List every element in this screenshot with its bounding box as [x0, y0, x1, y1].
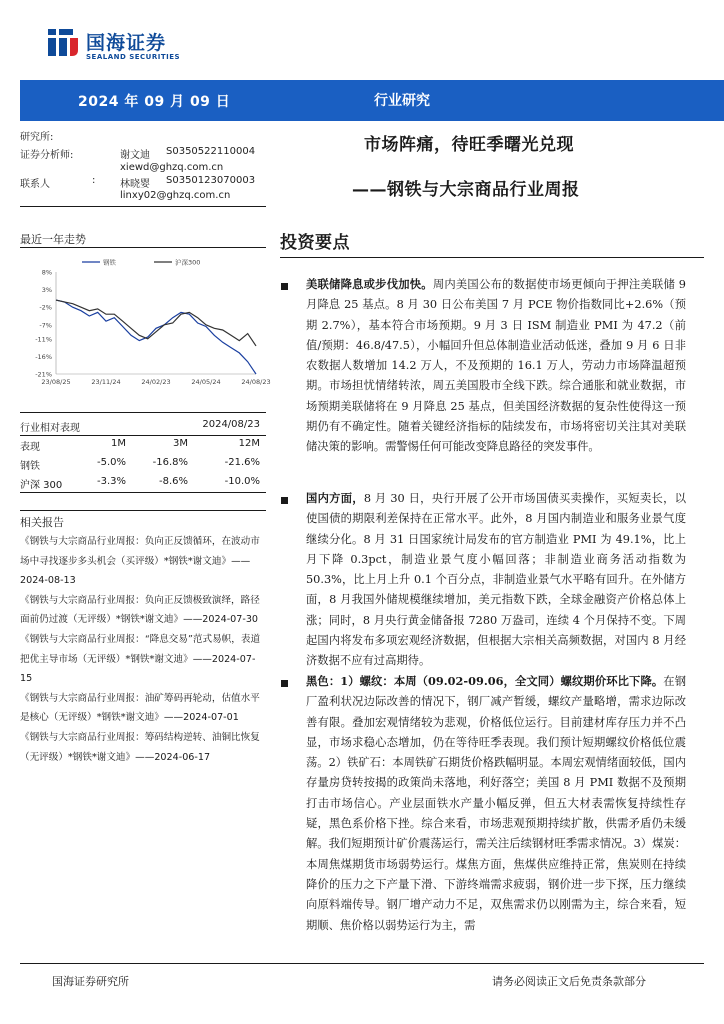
- paragraph-ferrous: [306, 671, 686, 941]
- table-row: [20, 473, 266, 492]
- y-tick-label: -21%: [35, 370, 52, 379]
- series-line-钢铁: [56, 300, 256, 374]
- perf-header-row: [20, 435, 266, 454]
- list-item[interactable]: [20, 728, 266, 767]
- analyst-cert: S0350522110004: [166, 146, 256, 157]
- header-banner: [20, 80, 724, 121]
- report-date-text: ——2024-06-17: [135, 751, 211, 763]
- divider: [20, 435, 266, 436]
- performance-table: [20, 416, 266, 492]
- perf-cell: -21.6%: [224, 457, 260, 468]
- report-date-text: ——2024-07-15: [20, 653, 256, 685]
- trend-heading: 最近一年走势: [20, 233, 86, 246]
- logo-chinese-name: 国海证券: [86, 32, 167, 54]
- investment-highlights-heading: 投资要点: [280, 233, 350, 253]
- bullet-icon: [281, 497, 288, 504]
- perf-col-header: 1M: [111, 438, 126, 449]
- report-link-text[interactable]: 《钢铁与大宗商品行业周报：“降息交易”范式易帜，表道把优主导市场（无评级）*钢铁*谢文迪》: [20, 633, 261, 665]
- legend-label: 钢铁: [103, 258, 116, 267]
- report-link-text[interactable]: 《钢铁与大宗商品行业周报：负向正反馈极致演绎，路径面前仍过渡（无评级）*钢铁*谢文迪》: [20, 594, 260, 626]
- bullet-icon: [281, 680, 288, 687]
- report-link-text[interactable]: 《钢铁与大宗商品行业周报：负向正反馈循环，在波动市场中寻找逐步多头机会（买评级）*钢铁*谢文迪》: [20, 536, 260, 567]
- analyst-name: 谢文迪: [120, 150, 150, 161]
- x-tick-label: 24/08/23: [241, 378, 271, 386]
- perf-title-row: [20, 416, 266, 435]
- contact-email[interactable]: linxy02@ghzq.com.cn: [120, 190, 231, 201]
- x-tick-label: 23/08/25: [41, 378, 71, 386]
- paragraph-lead: 美联储降息或步伐加快。: [306, 277, 433, 291]
- y-tick-label: 3%: [41, 286, 52, 295]
- perf-cell: 沪深 300: [20, 480, 63, 491]
- perf-date: 2024/08/23: [202, 419, 260, 430]
- perf-cell: -8.6%: [158, 476, 188, 487]
- related-reports-list: [20, 532, 266, 767]
- paragraph-body: 周内美国公布的数据使市场更倾向于押注美联储 9 月降息 25 基点。8 月 30 日公布美国 7 月 PCE 物价指数同比+2.6%（预期 2.7%），基本符合市场预期。9 月 3 日 ISM 制造业 PMI 为 47.2（前值/预期：46.8/47.5），小幅回升但总体制造业活动低迷，叠加 9 月 6 日非农数据人数增加 14.2 万人，不及预期的 16.1 万人，劳动力市场降温超预期。市场担忧情绪转浓，周五美国股市全线下跌。综合通胀和就业数据，市场预期美联储将在 9 月降息 25 基点，但美国经济数据的复杂性使得这一预期仍有不确定性。随着关键经济指标的陆续发布，市场将密切关注其对美联储决策的影响。需警惕任何可能改变降息路径的突发事件。: [306, 278, 686, 454]
- footer-divider: [20, 963, 704, 964]
- report-title: 市场阵痛，待旺季曙光兑现: [364, 135, 574, 155]
- x-tick-label: 24/05/24: [191, 378, 221, 386]
- perf-col-header: 3M: [173, 438, 188, 449]
- list-item[interactable]: [20, 532, 266, 591]
- y-tick-label: -11%: [35, 335, 52, 344]
- researcher-label: 研究所:: [20, 132, 54, 143]
- y-tick-label: 8%: [41, 268, 52, 277]
- perf-col-header: 12M: [238, 438, 260, 449]
- list-item[interactable]: [20, 630, 266, 689]
- footer-institute: 国海证券研究所: [52, 975, 129, 988]
- perf-cell: -10.0%: [224, 476, 260, 487]
- perf-cell: -5.0%: [96, 457, 126, 468]
- divider: [20, 510, 266, 511]
- paragraph-fed: [306, 274, 686, 458]
- logo-mark-icon: [46, 26, 82, 60]
- list-item[interactable]: [20, 591, 266, 630]
- perf-col-header: 表现: [20, 442, 40, 453]
- report-subtitle: ——钢铁与大宗商品行业周报: [352, 180, 580, 200]
- report-date-text: ——2024-08-13: [20, 555, 251, 587]
- bullet-icon: [281, 283, 288, 290]
- y-tick-label: -16%: [35, 352, 52, 361]
- table-row: [20, 454, 266, 473]
- report-link-text[interactable]: 《钢铁与大宗商品行业周报：筹码结构逆转、油铜比恢复（无评级）*钢铁*谢文迪》: [20, 731, 260, 763]
- contact-colon: :: [92, 175, 96, 186]
- paragraph-lead: 黑色：1）螺纹：本周（09.02-09.06，全文同）螺纹期价环比下降。: [306, 674, 664, 688]
- divider: [20, 412, 266, 413]
- y-tick-label: -7%: [39, 321, 52, 330]
- contact-label: 联系人: [20, 179, 50, 190]
- footer-disclaimer[interactable]: 请务必阅读正文后免责条款部分: [492, 975, 646, 988]
- divider: [20, 492, 266, 493]
- analyst-email[interactable]: xiewd@ghzq.com.cn: [120, 162, 224, 173]
- x-tick-label: 23/11/24: [91, 378, 121, 386]
- y-tick-label: -2%: [39, 303, 52, 312]
- perf-cell: -3.3%: [96, 476, 126, 487]
- report-date-text: ——2024-07-01: [163, 712, 239, 724]
- perf-cell: 钢铁: [20, 461, 40, 472]
- perf-heading: 行业相对表现: [20, 423, 80, 434]
- divider: [20, 206, 266, 207]
- series-line-沪深300: [56, 300, 256, 346]
- x-tick-label: 24/02/23: [141, 378, 171, 386]
- company-logo: [46, 24, 196, 68]
- paragraph-lead: 国内方面，: [306, 491, 364, 505]
- contact-cert: S0350123070003: [166, 175, 256, 186]
- trend-chart: [20, 250, 271, 390]
- list-item[interactable]: [20, 689, 266, 728]
- legend-label: 沪深300: [175, 258, 201, 267]
- divider: [20, 247, 266, 248]
- paragraph-body: 在钢厂盈利状况边际改善的情况下，钢厂减产暂缓，螺纹产量略增，需求边际改善有限。叠加宏观情绪较为悲观，价格低位运行。目前建材库存压力并不凸显，市场求稳心态增加，仍在等待旺季表现。我们预计短期螺纹价格低位震荡。2）铁矿石：本周铁矿石期货价格跌幅明显。本周宏观情绪面较低，国内存量房贷转按揭的政策尚未落地，利好落空；美国 8 月 PMI 数据不及预期打击市场信心。产业层面铁水产量小幅反弹，但五大材表需恢复持续性存疑，黑色系价格下挫。综合来看，市场悲观预期持续扩散，供需矛盾仍未缓解。我们短期预计矿价震荡运行，需关注后续钢材旺季需求情况。3）煤炭：本周焦煤期货市场弱势运行。煤焦方面，焦煤供应维持正常，焦炭则在持续降价的压力之下产量下滑、下游终端需求疲弱，钢价进一步下探，压力继续向原料端传导。钢厂增产动力不足，双焦需求仍以刚需为主，综合来看，短期顺、焦价格以弱势运行为主，需: [306, 675, 686, 932]
- analyst-label: 证券分析师:: [20, 150, 74, 161]
- divider: [280, 257, 704, 258]
- perf-cell: -16.8%: [152, 457, 188, 468]
- report-link-text[interactable]: 《钢铁与大宗商品行业周报：油矿筹码再轮动，估值水平是核心（无评级）*钢铁*谢文迪》: [20, 692, 260, 724]
- logo-english-name: SEALAND SECURITIES: [86, 53, 181, 61]
- report-date: 2024 年 09 月 09 日: [78, 94, 231, 110]
- paragraph-body: 8 月 30 日，央行开展了公开市场国债买卖操作，买短卖长，以使国债的期限利差保持在正常水平。此外，8 月国内制造业和服务业景气度继续分化。8 月 31 日国家统计局发布的官方制造业 PMI 为 49.1%，比上月下降 0.3pct，制造业景气度小幅回落；非制造业商务活动指数为 50.3%，比上月上升 0.1 个百分点，非制造业景气水平略有回升。在外储方面，8 月我国外储规模继续增加，美元指数下跌，全球金融资产价格总体上涨；同时，8 月央行黄金储备报 7280 万盎司，连续 4 个月保持不变。下周起国内将发布多项宏观经济数据，但根据大宗相关高频数据，对国内 8 月经济数据不应有过高期待。: [306, 492, 686, 668]
- paragraph-domestic: [306, 488, 686, 672]
- report-date-text: ——2024-07-30: [183, 614, 259, 626]
- related-heading: 相关报告: [20, 516, 64, 529]
- contact-name: 林晓婴: [120, 179, 150, 190]
- report-type: 行业研究: [374, 93, 430, 109]
